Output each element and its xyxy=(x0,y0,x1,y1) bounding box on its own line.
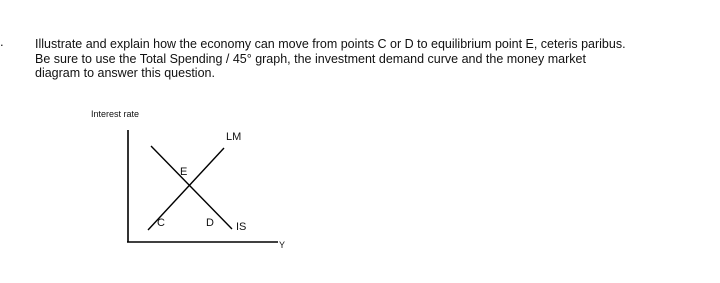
question-line-3: diagram to answer this question. xyxy=(35,66,215,80)
question-line-1: Illustrate and explain how the economy can move from points C or D to equilibrium point E, ceteris paribus. xyxy=(35,37,626,51)
lm-label: LM xyxy=(226,131,242,143)
x-axis-label: Y xyxy=(279,240,286,250)
is-label: IS xyxy=(236,221,247,233)
question-number: . xyxy=(0,34,4,49)
question-line-2: Be sure to use the Total Spending / 45° graph, the investment demand curve and the money market xyxy=(35,51,586,66)
point-e-label: E xyxy=(180,166,188,178)
y-axis-label: Interest rate xyxy=(91,109,140,119)
point-d-label: D xyxy=(206,217,214,229)
point-c-label: C xyxy=(157,217,165,229)
